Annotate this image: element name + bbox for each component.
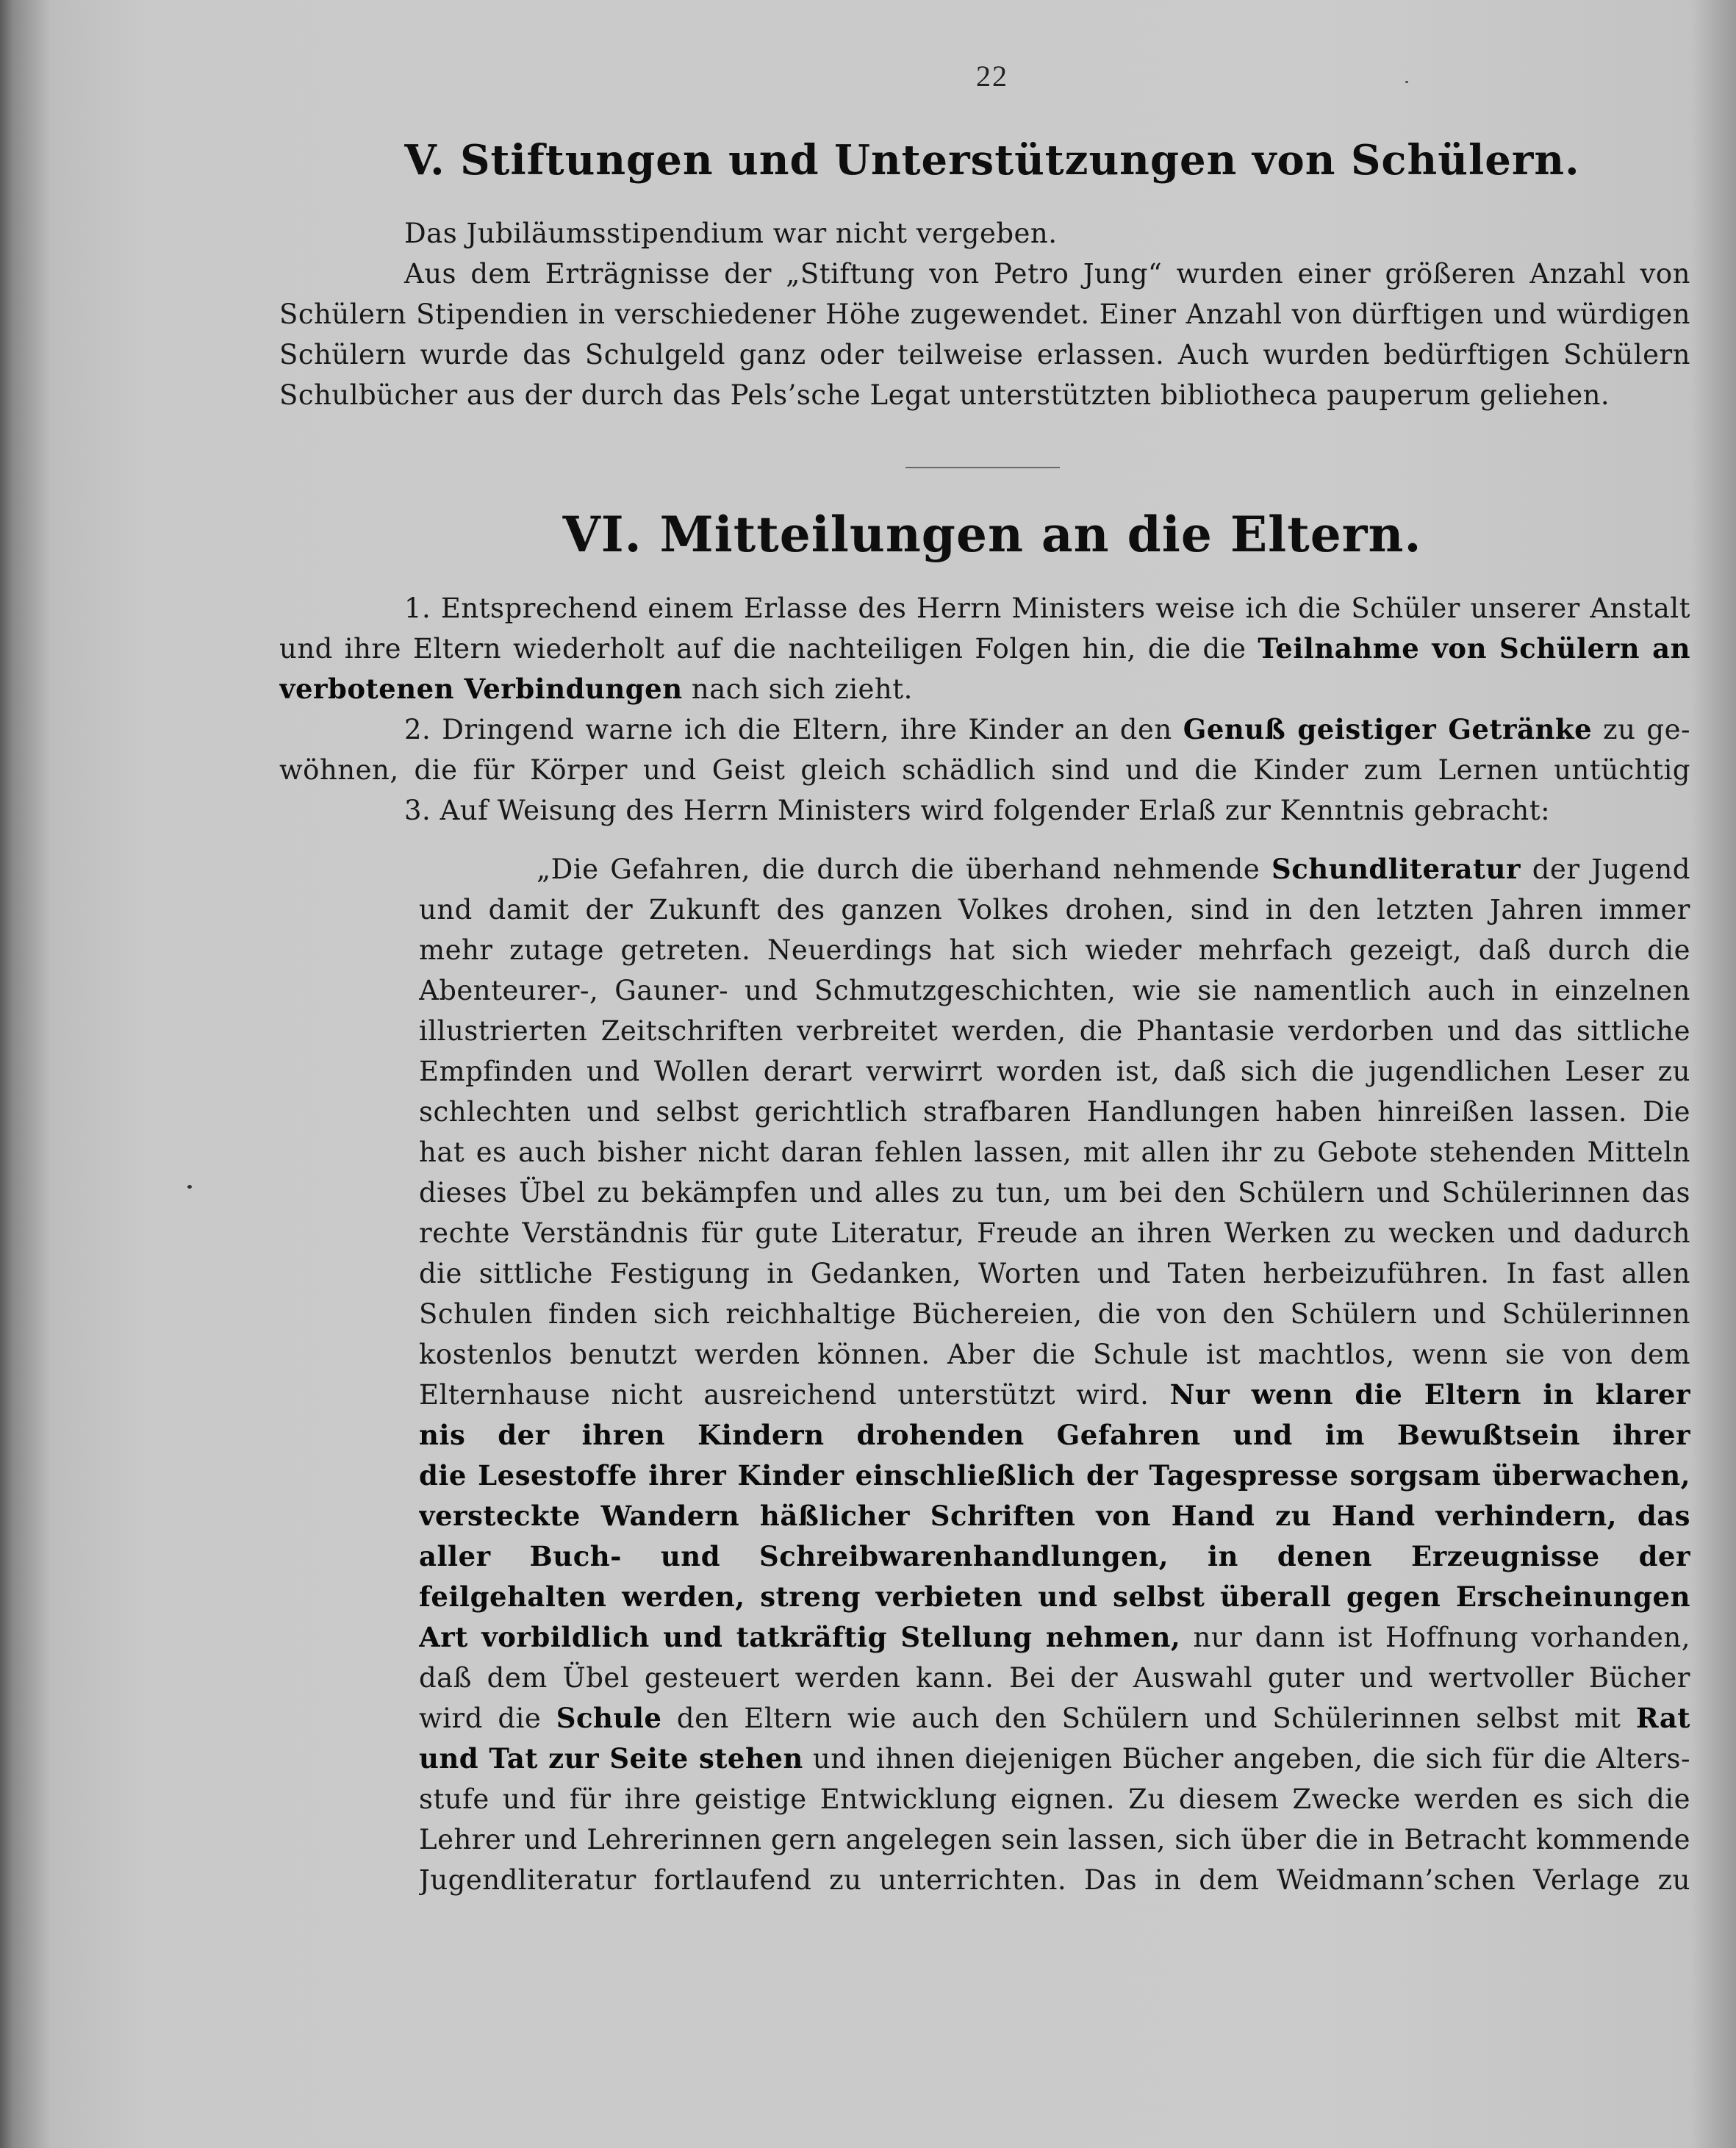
quote-line — [419, 1617, 1690, 1658]
item-3-line: 3. Auf Weisung des Herrn Ministers wird folgender Erlaß zur Kenntnis gebracht: — [404, 795, 1551, 826]
emphasis-run: Schundliteratur — [1271, 853, 1521, 885]
emphasis-run: Rat — [1635, 1702, 1690, 1734]
quote-line: Abenteurer-, Gauner- und Schmutzgeschichten, wie sie namentlich auch in einzelnen — [419, 975, 1690, 1006]
text-line: Das Jubiläumsstipendium war nicht vergeben. — [404, 218, 1058, 249]
quote-line: dieses Übel zu bekämpfen und alles zu tun, um bei den Schülern und Schülerinnen das — [419, 1177, 1690, 1209]
quote-line: Empfinden und Wollen derart verwirrt worden ist, daß sich die jugendlichen Leser zu — [419, 1056, 1690, 1087]
quote-line: aller Buch- und Schreibwarenhandlungen, in denen Erzeugnisse der — [419, 1540, 1690, 1572]
emphasis-run: verbotenen Verbindungen — [279, 673, 683, 705]
quote-line: nis der ihren Kindern drohenden Gefahren und im Bewußtsein ihrer — [419, 1419, 1690, 1451]
text-run: nach sich zieht. — [682, 673, 913, 705]
quote-line: die sittliche Festigung in Gedanken, Worten und Taten herbeizuführen. In fast allen — [419, 1258, 1690, 1289]
text-run: wird die — [419, 1703, 556, 1734]
text-run: nur dann ist Hoffnung vorhanden, — [1180, 1622, 1690, 1653]
section-v-heading: V. Stiftungen und Unterstützungen von Schülern. — [404, 136, 1580, 185]
emphasis-run: Schule — [556, 1702, 662, 1734]
ink-speck — [187, 1185, 192, 1189]
text-run: Elternhause nicht ausreichend unterstützt wird. — [419, 1379, 1170, 1411]
quote-line: hat es auch bisher nicht daran fehlen lassen, mit allen ihr zu Gebote stehenden Mitteln — [419, 1136, 1690, 1168]
section-divider — [905, 467, 1060, 468]
item-1-line — [279, 669, 1690, 709]
text-line: Schulbücher aus der durch das Pels’sche Legat unterstützten bibliotheca pauperum geliehen. — [279, 379, 1610, 411]
section-vi-heading: VI. Mitteilungen an die Eltern. — [562, 506, 1422, 563]
item-2-line — [279, 709, 1690, 750]
quote-line: versteckte Wandern häßlicher Schriften von Hand zu Hand verhindern, das — [419, 1500, 1690, 1532]
emphasis-run: die Lesestoffe ihrer Kinder einschließlich der Tagespresse sorgsam überwachen, — [419, 1459, 1690, 1492]
text-run: zu ge- — [1592, 714, 1690, 745]
quote-line — [419, 849, 1690, 889]
quote-line: daß dem Übel gesteuert werden kann. Bei der Auswahl guter und wertvoller Bücher — [419, 1662, 1690, 1694]
text-run: „Die Gefahren, die durch die überhand nehmende — [537, 853, 1271, 885]
quote-line: feilgehalten werden, streng verbieten und selbst überall gegen Erscheinungen — [419, 1580, 1690, 1613]
quote-line: illustrierten Zeitschriften verbreitet werden, die Phantasie verdorben und das sittliche — [419, 1015, 1690, 1047]
item-1-line: 1. Entsprechend einem Erlasse des Herrn Ministers weise ich die Schüler unserer Anstalt — [404, 593, 1690, 624]
text-line: Aus dem Erträgnisse der „Stiftung von Petro Jung“ wurden einer größeren Anzahl von — [404, 258, 1690, 290]
emphasis-run: Nur wenn die Eltern in klarer — [1169, 1378, 1690, 1411]
quote-line: Lehrer und Lehrerinnen gern angelegen sein lassen, sich über die in Betracht kommende — [419, 1824, 1690, 1855]
emphasis-run: und Tat zur Seite stehen — [419, 1742, 803, 1775]
text-run: und ihre Eltern wiederholt auf die nachteiligen Folgen hin, die die — [279, 633, 1258, 665]
text-line: Schülern wurde das Schulgeld ganz oder teilweise erlassen. Auch wurden bedürftigen Schülern — [279, 339, 1690, 370]
quote-line: schlechten und selbst gerichtlich strafbaren Handlungen haben hinreißen lassen. Die — [419, 1096, 1690, 1128]
text-run: den Eltern wie auch den Schülern und Schülerinnen selbst mit — [661, 1703, 1636, 1734]
quote-line — [419, 1456, 1690, 1496]
quote-line: kostenlos benutzt werden können. Aber die Schule ist machtlos, wenn sie von dem — [419, 1339, 1690, 1370]
emphasis-run: Genuß geistiger Getränke — [1183, 713, 1593, 745]
quote-line: und damit der Zukunft des ganzen Volkes drohen, sind in den letzten Jahren immer — [419, 894, 1690, 926]
decree-quote — [419, 849, 1690, 1900]
item-2-line: wöhnen, die für Körper und Geist gleich schädlich sind und die Kinder zum Lernen untüchtig — [279, 754, 1690, 786]
quote-line — [419, 1739, 1690, 1779]
quote-line — [419, 1698, 1690, 1739]
text-run: 2. Dringend warne ich die Eltern, ihre Kinder an den — [404, 714, 1183, 745]
quote-line: mehr zutage getreten. Neuerdings hat sich wieder mehrfach gezeigt, daß durch die — [419, 934, 1690, 966]
quote-line: stufe und für ihre geistige Entwicklung eignen. Zu diesem Zwecke werden es sich die — [419, 1783, 1690, 1815]
section-vi-items — [279, 588, 1690, 831]
quote-line — [419, 1375, 1690, 1415]
text-run: der Jugend — [1521, 853, 1690, 885]
emphasis-run: Teilnahme von Schülern an — [1258, 632, 1690, 665]
section-v-body — [279, 213, 1690, 415]
item-1-line — [279, 629, 1690, 669]
text-run: und ihnen diejenigen Bücher angeben, die sich für die Alters- — [803, 1743, 1690, 1775]
text-line: Schülern Stipendien in verschiedener Höhe zugewendet. Einer Anzahl von dürftigen und würdigen — [279, 298, 1690, 330]
emphasis-run: Art vorbildlich und tatkräftig Stellung nehmen, — [419, 1621, 1181, 1653]
quote-line: Schulen finden sich reichhaltige Büchereien, die von den Schülern und Schülerinnen — [419, 1298, 1690, 1330]
quote-line: rechte Verständnis für gute Literatur, Freude an ihren Werken zu wecken und dadurch — [419, 1217, 1690, 1249]
page-number: 22 — [976, 60, 1008, 93]
quote-line: Jugendliteratur fortlaufend zu unterrichten. Das in dem Weidmann’schen Verlage zu — [419, 1864, 1690, 1896]
